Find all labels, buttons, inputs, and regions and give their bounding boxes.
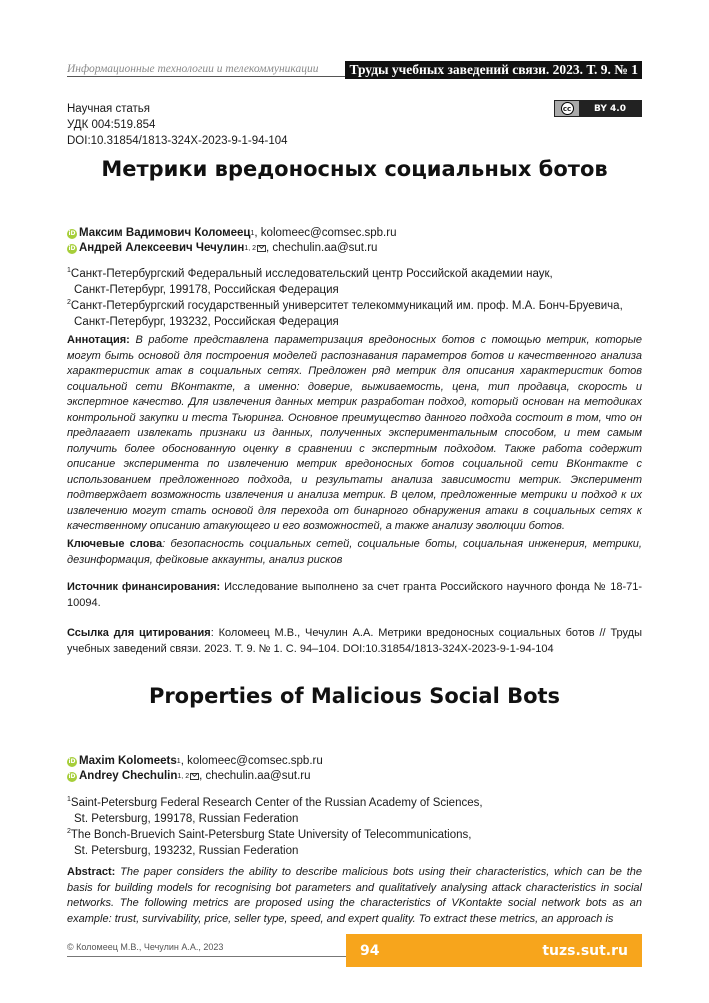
- orcid-icon[interactable]: iD: [68, 230, 76, 237]
- funding-text: Исследование выполнено за счет гранта Российского научного фонда № 18-71-10094.: [67, 581, 643, 609]
- author-line: iD Maxim Kolomeets 1 , kolomeec@comsec.spb.ru: [68, 755, 323, 767]
- authors-en: [67, 754, 323, 784]
- orcid-icon[interactable]: iD: [68, 773, 76, 780]
- author-name: Андрей Алексеевич Чечулин: [79, 242, 245, 254]
- keywords-label: Ключевые слова: [67, 538, 163, 550]
- affiliation: $^2$The Bonch-Bruevich Saint-Petersburg State University of Telecommunications,: [67, 828, 472, 841]
- footer-bar: [346, 934, 642, 967]
- author-line: iD Andrey Chechulin 1, 2 , chechulin.aa@sut.ru: [68, 770, 311, 782]
- udc: УДК 004:519.854: [67, 119, 156, 131]
- abstract-ru: [67, 333, 642, 535]
- footer-divider: [67, 956, 347, 957]
- cc-license-badge[interactable]: [554, 100, 642, 117]
- abstract-en: [67, 865, 642, 927]
- citation-ru: [67, 626, 642, 657]
- keywords-text: : безопасность социальных сетей, социальные боты, социальная инженерия, метрики, дезинформация, фейковые аккаунты, анализ рисков: [67, 538, 642, 566]
- abstract-label: Аннотация:: [67, 334, 130, 346]
- license-label: BY 4.0: [579, 101, 641, 116]
- citation-label: Ссылка для цитирования: [67, 627, 211, 639]
- affiliation: $^1$Saint-Petersburg Federal Research Center of the Russian Academy of Sciences,: [67, 796, 483, 809]
- citation-text: : Коломеец М.В., Чечулин А.А. Метрики вредоносных социальных ботов // Труды учебных заведений связи. 2023. Т. 9. № 1. С. 94–104. DOI:10.31854/1813-324X-2023-9-1-94-104: [67, 627, 642, 655]
- journal-section: Информационные технологии и телекоммуникации: [67, 63, 319, 75]
- abstract-text: The paper considers the ability to describe malicious bots using their characteristics, which can be the basis for building models for recognising bot parameters and qualitatively analysing attack characteristics in social networks. The following metrics are proposed using the characteristics of VKontakte social network bots as an example: trust, survivability, price, seller type, speed, and expert quality. To extract these metrics, an approach is: [67, 866, 642, 925]
- abstract-text: В работе представлена параметризация вредоносных ботов с помощью метрик, которые могут быть основой для построения моделей распознавания параметров ботов и качественного анализа характеристик атак в социальных сетях. Предложен ряд метрик для описания характеристик ботов социальной сети ВКонтакте, а именно: доверие, выживаемость, цена, тип продавца, скорость и экспертное качество. Для извлечения данных метрик разработан подход, который основан на методиках контрольной закупки и теста Тьюринга. Основное преимущество данного подхода состоит в том, что он предлагает извлекать признаки из данных, полученных экспериментальным способом, и тем самым получить более обоснованную оценку в сравнении с экспертным подходом. Также работа содержит описание эксперимента по извлечению метрик вредоносных ботов социальной сети ВКонтакте с использованием предложенного подхода, и результаты анализа зависимости метрик. Эксперимент подтверждает возможность извлечения и анализа метрик. В целом, предложенные метрики и подход к их извлечению могут стать основой для перехода от бинарного обнаружения атаки в социальных сетях к качественному описанию атакующего и его возможностей, а также анализу эволюции ботов.: [67, 334, 642, 532]
- author-email[interactable]: , chechulin.aa@sut.ru: [199, 770, 311, 782]
- article-title-en: Properties of Malicious Social Bots: [148, 684, 561, 708]
- orcid-icon[interactable]: iD: [68, 245, 76, 252]
- author-line: iD Максим Вадимович Коломеец 1 , kolomeec@comsec.spb.ru: [68, 227, 397, 239]
- author-email[interactable]: , kolomeec@comsec.spb.ru: [254, 227, 397, 239]
- mail-icon: [190, 773, 199, 780]
- author-name: Andrey Chechulin: [79, 770, 178, 782]
- article-meta: [67, 101, 288, 149]
- page-number: 94: [360, 942, 380, 959]
- funding-ru: [67, 580, 642, 611]
- copyright: © Коломеец М.В., Чечулин А.А., 2023: [67, 942, 224, 952]
- mail-icon: [257, 245, 266, 252]
- author-name: Максим Вадимович Коломеец: [79, 227, 251, 239]
- affiliation: $^2$Санкт-Петербургский государственный университет телекоммуникаций им. проф. М.А. Бонч-Бруевича,: [67, 299, 623, 312]
- funding-label: Источник финансирования:: [67, 581, 221, 593]
- article-type: Научная статья: [67, 103, 150, 115]
- keywords-ru: [67, 537, 642, 568]
- affiliations-ru: $^1$Санкт-Петербургский Федеральный исследовательский центр Российской академии наук, Санкт-Петербург, 199178, Российская Федерация $^2$Санкт-Петербургский государственный университет телекоммуникаций им. проф. М.А. Бонч-Бруевича, Санкт-Петербург, 193232, Российская Федерация: [67, 267, 623, 328]
- author-email[interactable]: , kolomeec@comsec.spb.ru: [180, 755, 323, 767]
- affiliations-en: $^1$Saint-Petersburg Federal Research Center of the Russian Academy of Sciences, St. Petersburg, 199178, Russian Federation $^2$The Bonch-Bruevich Saint-Petersburg State University of Telecommunications, St. Petersburg, 193232, Russian Federation: [67, 796, 483, 857]
- site-link[interactable]: tuzs.sut.ru: [542, 942, 628, 959]
- author-line: iD Андрей Алексеевич Чечулин 1, 2 , chechulin.aa@sut.ru: [68, 242, 378, 254]
- author-email[interactable]: , chechulin.aa@sut.ru: [266, 242, 378, 254]
- article-title-ru: Метрики вредоносных социальных ботов: [101, 157, 608, 181]
- doi: DOI:10.31854/1813-324X-2023-9-1-94-104: [67, 135, 288, 147]
- affiliation: $^1$Санкт-Петербургский Федеральный исследовательский центр Российской академии наук,: [67, 267, 553, 280]
- authors-ru: [67, 226, 396, 256]
- journal-issue: Труды учебных заведений связи. 2023. Т. 9. № 1: [345, 61, 642, 79]
- abstract-label: Abstract:: [67, 866, 116, 878]
- cc-icon: cc: [561, 102, 574, 115]
- orcid-icon[interactable]: iD: [68, 758, 76, 765]
- author-name: Maxim Kolomeets: [79, 755, 177, 767]
